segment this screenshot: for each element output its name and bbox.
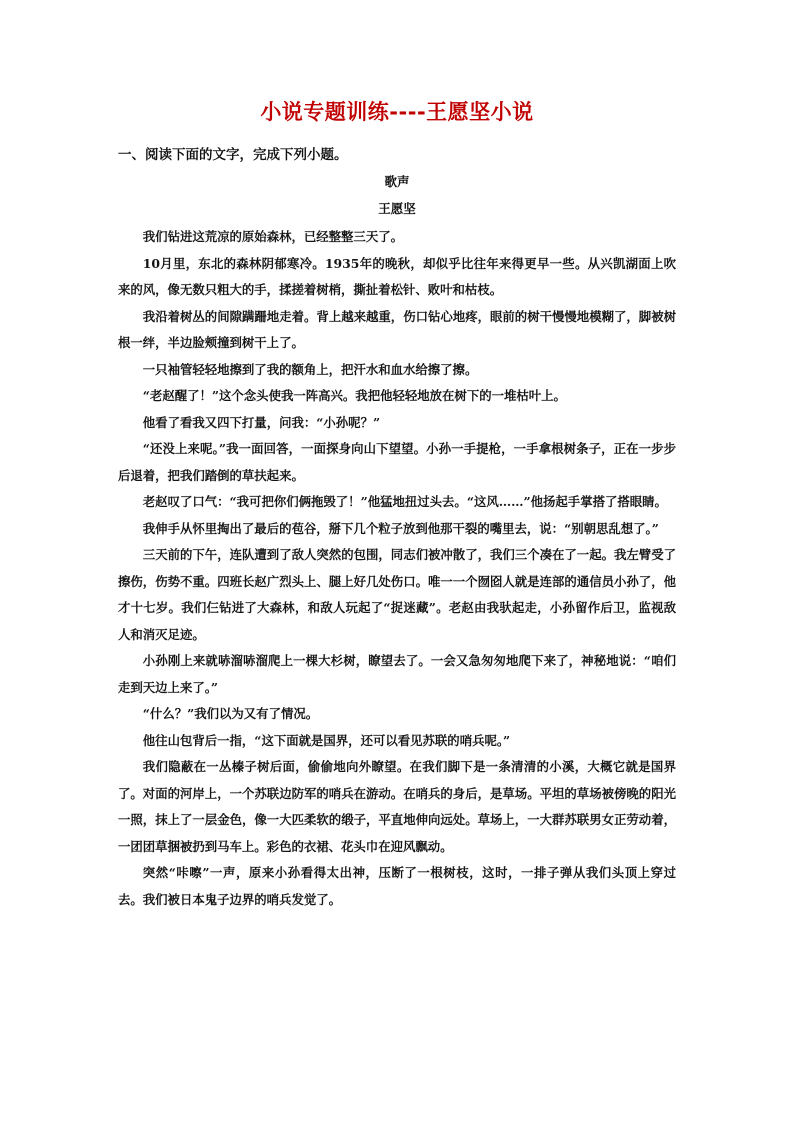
paragraph: “老赵醒了！”这个念头使我一阵高兴。我把他轻轻地放在树下的一堆枯叶上。 <box>142 388 566 403</box>
paragraph: 他看了看我又四下打量，问我：“小孙呢？” <box>142 414 381 430</box>
paragraph: 一只袖管轻轻地擦到了我的额角上，把汗水和血水给擦了擦。 <box>142 361 478 377</box>
paragraph: 三天前的下午，连队遭到了敌人突然的包围，同志们被冲散了，我们三个凑在了一起。我左臂受了擦伤，伤势不重。四班长赵广烈头上、腿上好几处伤口。唯一一个囫囵人就是连部的通信员小孙了，他才十七岁。我们仨钻进了大森林，和敌人玩起了“捉迷藏”。老赵由我驮起走，小孙留作后卫，监视敌人和消灭足迹。 <box>118 547 676 642</box>
story-title: 歌声 <box>384 174 410 189</box>
paragraph: 我们钻进这荒凉的原始森林，已经整整三天了。 <box>142 229 403 244</box>
section-heading: 一、阅读下面的文字，完成下列小题。 <box>118 147 348 163</box>
paragraph: 小孙刚上来就哧溜哧溜爬上一棵大杉树，瞭望去了。一会又急匆匆地爬下来了，神秘地说：“咱们走到天边上来了。” <box>118 653 676 695</box>
story-body <box>118 224 676 913</box>
paragraph: 突然“咔嚓”一声，原来小孙看得太出神，压断了一根树枝，这时，一排子弹从我们头顶上穿过去。我们被日本鬼子边界的哨兵发觉了。 <box>118 865 676 907</box>
story-author: 王愿坚 <box>378 201 416 216</box>
paragraph: 他往山包背后一指，“这下面就是国界，还可以看见苏联的哨兵呢。” <box>142 732 511 748</box>
paragraph: 我沿着树丛的间隙蹒跚地走着。背上越来越重，伤口钻心地疼，眼前的树干慢慢地模糊了，脚被树根一绊，半边脸颊撞到树干上了。 <box>118 308 676 350</box>
paragraph: 我们隐蔽在一丛榛子树后面，偷偷地向外瞭望。在我们脚下是一条清清的小溪，大概它就是国界了。对面的河岸上，一个苏联边防军的哨兵在游动。在哨兵的身后，是草场。平坦的草场被傍晚的阳光一照，抹上了一层金色，像一大匹柔软的缎子，平直地伸向远处。草场上，一大群苏联男女正劳动着，一团团草捆被扔到马车上。彩色的衣裙、花头巾在迎风飘动。 <box>118 759 676 854</box>
paragraph: 老赵叹了口气：“我可把你们俩拖毁了！”他猛地扭过头去。“这风……”他扬起手掌搭了搭眼睛。 <box>142 494 667 509</box>
paragraph: “还没上来呢。”我一面回答，一面探身向山下望望。小孙一手提枪，一手拿根树条子，正在一步步后退着，把我们踏倒的草扶起来。 <box>118 441 676 483</box>
paragraph: “什么？”我们以为又有了情况。 <box>142 706 319 721</box>
document-title: 小说专题训练----王愿坚小说 <box>260 100 534 124</box>
paragraph: 10月里，东北的森林阴郁寒冷。1935年的晚秋，却似乎比往年来得更早一些。从兴凯湖面上吹来的风，像无数只粗大的手，揉搓着树梢，撕扯着松针、败叶和枯枝。 <box>118 255 676 297</box>
paragraph: 我伸手从怀里掏出了最后的苞谷，掰下几个粒子放到他那干裂的嘴里去，说：“别朝思乱想了。” <box>142 520 659 536</box>
